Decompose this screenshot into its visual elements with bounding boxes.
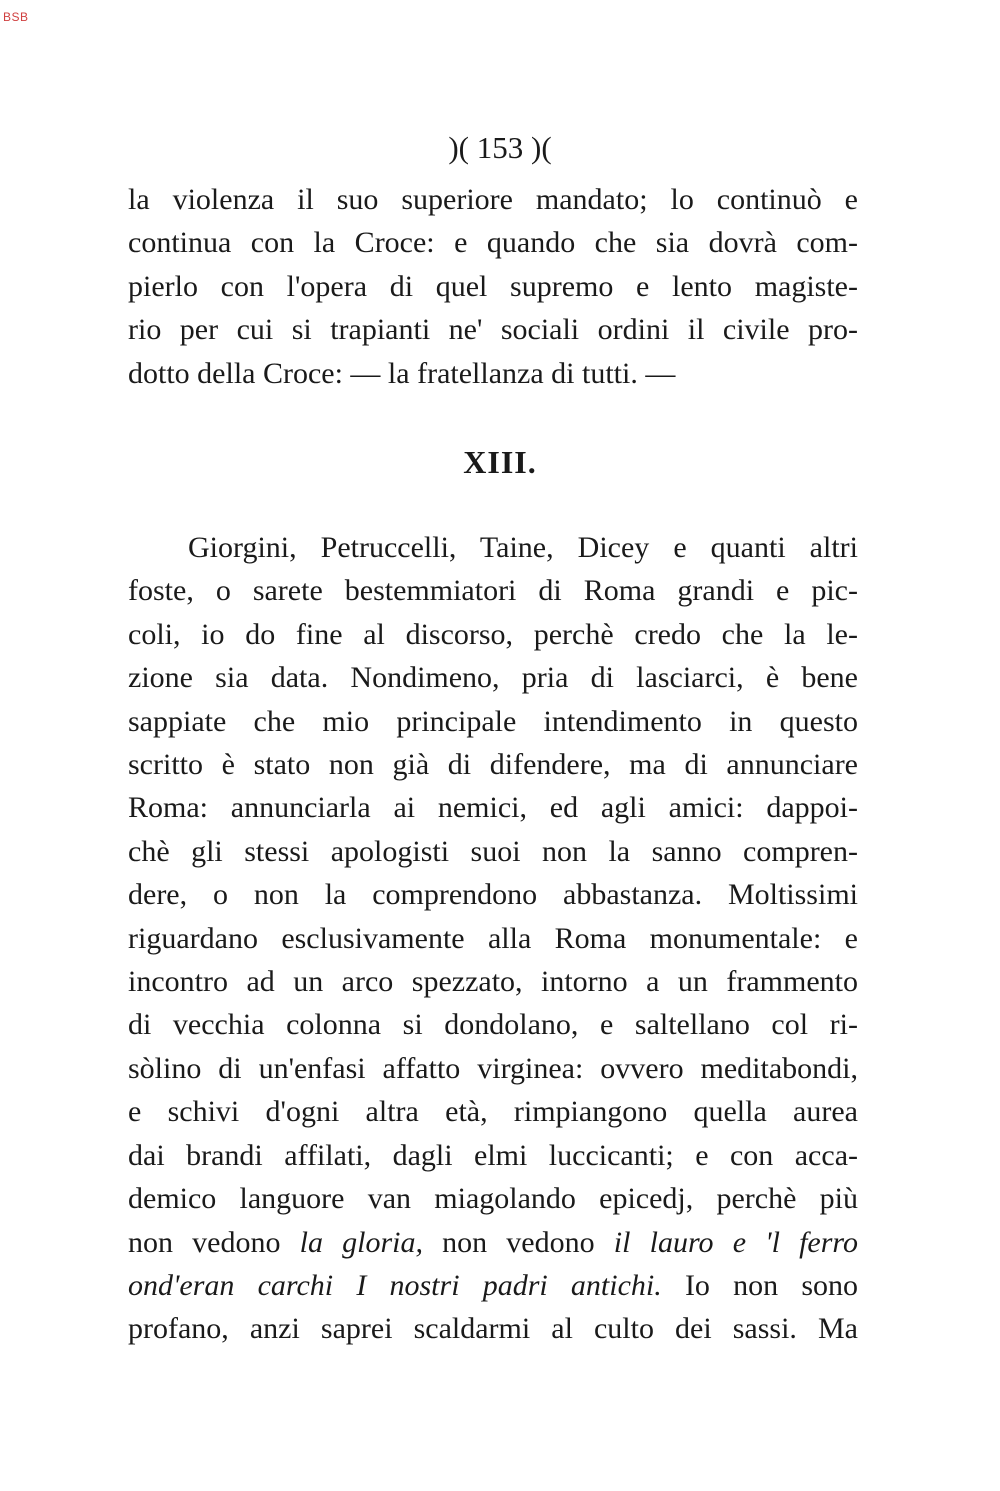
text-segment: di vecchia colonna si dondolano, e saltellano col ri- (128, 1008, 858, 1042)
text-segment: Io non sono (661, 1268, 858, 1302)
text-line: dotto della Croce: — la fratellanza di tutti. — (128, 356, 676, 390)
text-line (128, 526, 858, 569)
text-segment: zione sia data. Nondimeno, pria di lasciarci, è bene (128, 661, 858, 695)
text-segment: chè gli stessi apologisti suoi non la sanno compren- (128, 834, 858, 868)
italic-text-segment: ond'eran carchi I nostri padri antichi. (128, 1268, 662, 1302)
text-line (128, 1134, 858, 1177)
text-line (128, 743, 858, 786)
text-segment: scritto è stato non già di difendere, ma di annunciare (128, 748, 858, 782)
library-watermark: BSB (3, 10, 29, 24)
text-segment: Giorgini, Petruccelli, Taine, Dicey e quanti altri (188, 531, 858, 564)
text-segment: coli, io do fine al discorso, perchè credo che la le- (128, 617, 858, 651)
paragraph-1 (128, 178, 858, 395)
text-line (128, 1047, 858, 1090)
text-line (128, 917, 858, 960)
text-line (128, 1307, 858, 1350)
text-segment: foste, o sarete bestemmiatori di Roma grandi e pic- (128, 574, 858, 608)
text-line (128, 830, 858, 873)
text-line (128, 1221, 858, 1264)
text-line (128, 1264, 858, 1307)
text-segment: riguardano esclusivamente alla Roma monumentale: e (128, 921, 858, 955)
paragraph-2 (128, 526, 858, 1351)
section-heading: XIII. (463, 444, 537, 480)
text-segment: Roma: annunciarla ai nemici, ed agli amici: dappoi- (128, 791, 858, 825)
italic-text-segment: la gloria, (299, 1225, 423, 1259)
text-segment: non vedono (128, 1225, 300, 1259)
text-segment: incontro ad un arco spezzato, intorno a un frammento (128, 965, 858, 999)
text-line (128, 1090, 858, 1133)
text-segment: sòlino di un'enfasi affatto virginea: ovvero meditabondi, (128, 1051, 858, 1085)
text-line (128, 569, 858, 612)
text-segment: sappiate che mio principale intendimento in questo (128, 704, 858, 738)
text-line (128, 613, 858, 656)
text-line (128, 873, 858, 916)
text-segment: dai brandi affilati, dagli elmi luccicanti; e con acca- (128, 1138, 858, 1172)
text-segment: profano, anzi saprei scaldarmi al culto dei sassi. Ma (128, 1312, 858, 1346)
text-line: continua con la Croce: e quando che sia dovrà com- (128, 226, 858, 260)
text-line (128, 960, 858, 1003)
text-segment: demico languore van miagolando epicedj, perchè più (128, 1182, 858, 1216)
text-line: la violenza il suo superiore mandato; lo continuò e (128, 183, 858, 216)
text-line (128, 656, 858, 699)
text-segment: dere, o non la comprendono abbastanza. Moltissimi (128, 878, 858, 912)
text-line: rio per cui si trapianti ne' sociali ordini il civile pro- (128, 313, 858, 347)
text-line (128, 700, 858, 743)
text-segment: e schivi d'ogni altra età, rimpiangono quella aurea (128, 1095, 858, 1129)
page-number-header: )( 153 )( (448, 130, 552, 165)
text-line: pierlo con l'opera di quel supremo e lento magiste- (128, 269, 858, 303)
italic-text-segment: il lauro e 'l ferro (613, 1225, 858, 1259)
text-line (128, 1003, 858, 1046)
text-line (128, 1177, 858, 1220)
text-line (128, 786, 858, 829)
text-segment: non vedono (422, 1225, 614, 1259)
